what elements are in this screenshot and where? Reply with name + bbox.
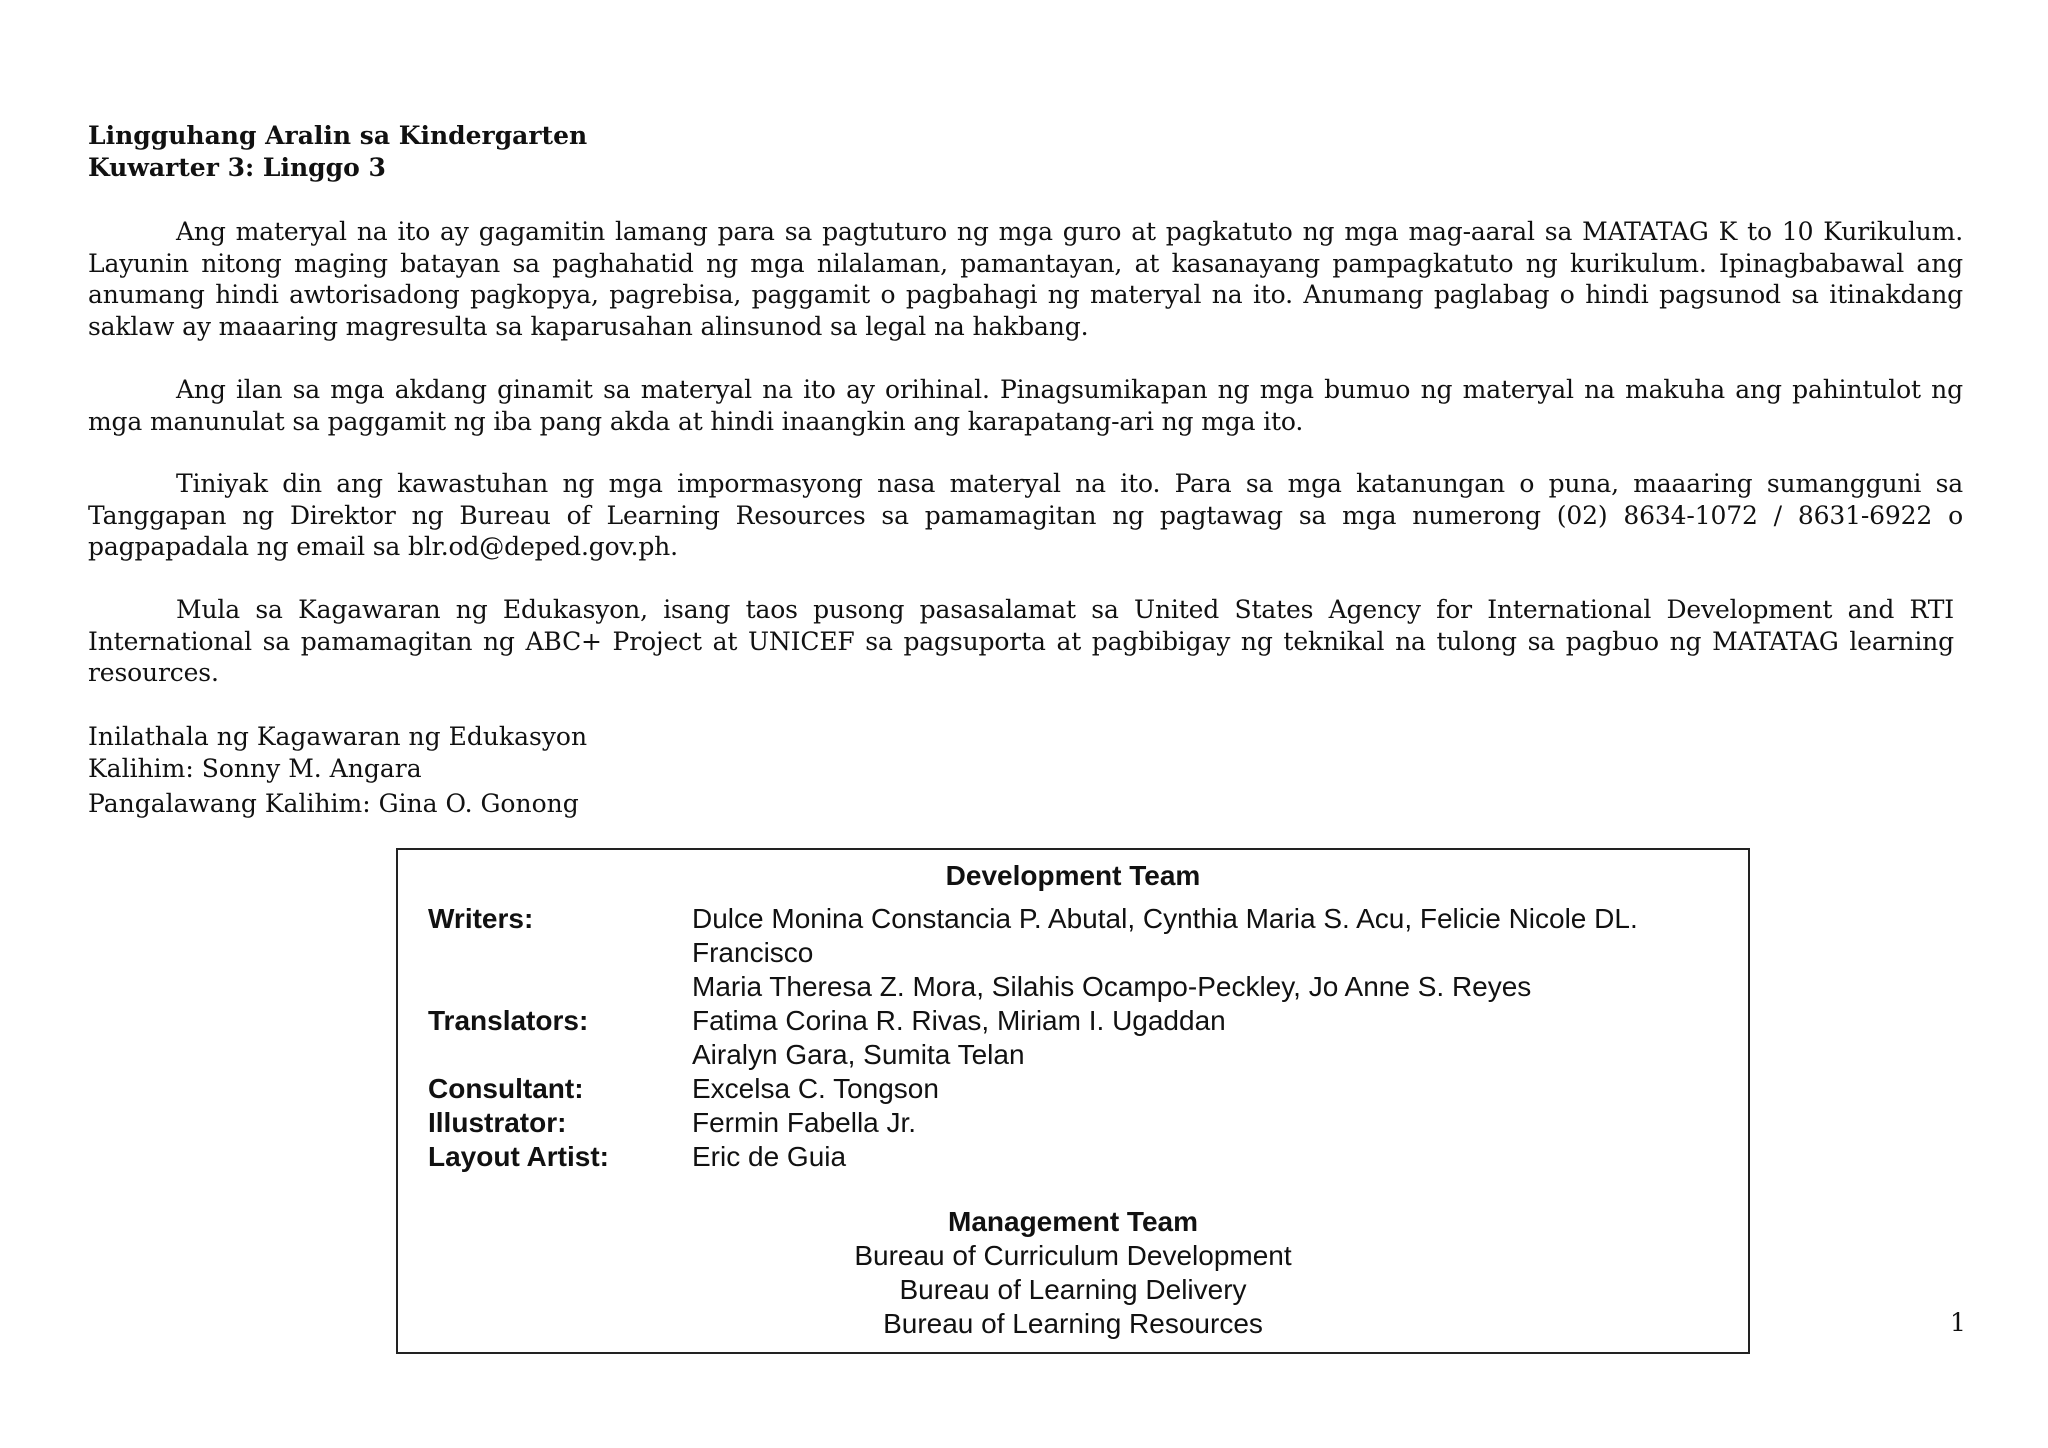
- writers-line: Maria Theresa Z. Mora, Silahis Ocampo-Peckley, Jo Anne S. Reyes: [692, 971, 1532, 1002]
- document-subtitle: Kuwarter 3: Linggo 3: [88, 153, 386, 182]
- management-member: Bureau of Learning Delivery: [899, 1274, 1247, 1305]
- page-number: 1: [1950, 1308, 1966, 1337]
- translators-label: Translators:: [428, 1005, 589, 1036]
- consultant-label: Consultant:: [428, 1073, 584, 1104]
- illustrator-name: Fermin Fabella Jr.: [692, 1107, 917, 1138]
- publisher-line: Inilathala ng Kagawaran ng Edukasyon: [88, 722, 588, 751]
- layout-artist-label: Layout Artist:: [428, 1141, 609, 1172]
- team-credits-box: [396, 848, 1750, 1354]
- management-team-heading: Management Team: [948, 1206, 1198, 1237]
- usage-notice-paragraph: Ang materyal na ito ay gagamitin lamang para sa pagtuturo ng mga guro at pagkatuto ng mga mag-aaral sa MATATAG K to 10 Kurikulum. Layunin nitong maging batayan sa paghahatid ng mga nilalaman, pamantayan, at kasanayang pampagkatuto ng kurikulum. Ipinagbabawal ang anumang hindi awtorisadong pagkopya, pagrebisa, paggamit o pagbahagi ng materyal na ito. Anumang paglabag o hindi pagsunod sa itinakdang saklaw ay maaaring magresulta sa kaparusahan alinsunod sa legal na hakbang.: [88, 217, 1963, 341]
- management-team: [398, 1205, 1748, 1341]
- translators-line: Airalyn Gara, Sumita Telan: [692, 1039, 1025, 1070]
- publisher-info: [88, 721, 587, 820]
- copyright-paragraph: Ang ilan sa mga akdang ginamit sa materyal na ito ay orihinal. Pinagsumikapan ng mga bumuo ng materyal na makuha ang pahintulot ng mga manunulat sa paggamit ng iba pang akda at hindi inaangkin ang karapatang-ari ng mga ito.: [88, 375, 1963, 436]
- secretary-line: Kalihim: Sonny M. Angara: [88, 754, 422, 783]
- consultant-name: Excelsa C. Tongson: [692, 1073, 939, 1104]
- development-team-heading: Development Team: [945, 860, 1201, 891]
- translators-names: [692, 1004, 1722, 1072]
- translators-line: Fatima Corina R. Rivas, Miriam I. Ugaddan: [692, 1005, 1226, 1036]
- layout-artist-name: Eric de Guia: [692, 1141, 847, 1172]
- document-title: Lingguhang Aralin sa Kindergarten: [88, 121, 588, 150]
- illustrator-label: Illustrator:: [428, 1107, 567, 1138]
- document-header: [88, 120, 587, 184]
- contact-paragraph: Tiniyak din ang kawastuhan ng mga impormasyong nasa materyal na ito. Para sa mga katanungan o puna, maaaring sumangguni sa Tanggapan ng Direktor ng Bureau of Learning Resources sa pamamagitan ng pagtawag sa mga numerong (02) 8634-1072 / 8631-6922 o pagpapadala ng email sa blr.od@deped.gov.ph.: [88, 469, 1963, 561]
- management-member: Bureau of Curriculum Development: [854, 1240, 1292, 1271]
- writers-line: Dulce Monina Constancia P. Abutal, Cynthia Maria S. Acu, Felicie Nicole DL.: [692, 903, 1638, 934]
- writers-line: Francisco: [692, 937, 814, 968]
- writers-label: Writers:: [428, 903, 534, 934]
- writers-names: [692, 902, 1722, 1004]
- management-member: Bureau of Learning Resources: [883, 1308, 1263, 1339]
- acknowledgement-paragraph: Mula sa Kagawaran ng Edukasyon, isang taos pusong pasasalamat sa United States Agency for International Development and RTI International sa pamamagitan ng ABC+ Project at UNICEF sa pagsuporta at pagbibigay ng teknikal na tulong sa pagbuo ng MATATAG learning resources.: [88, 595, 1954, 687]
- undersecretary-line: Pangalawang Kalihim: Gina O. Gonong: [88, 789, 579, 818]
